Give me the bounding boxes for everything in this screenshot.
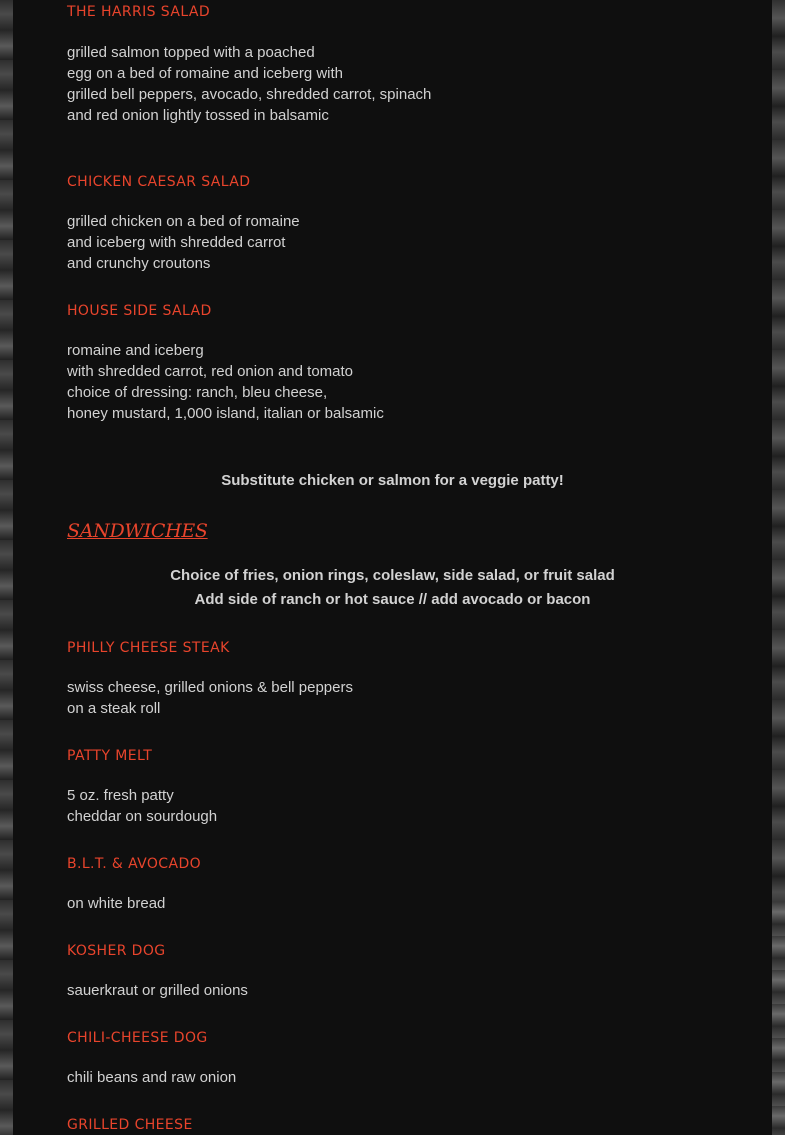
category-title-sandwiches[interactable]: SANDWICHES <box>67 520 208 542</box>
item-description <box>67 194 727 274</box>
description-line: egg on a bed of romaine and iceberg with <box>67 65 344 82</box>
item-title: PATTY MELT <box>67 748 153 764</box>
sides-note-line: Choice of fries, onion rings, coleslaw, side salad, or fruit salad <box>170 567 615 584</box>
description-line: and red onion lightly tossed in balsamic <box>67 107 329 124</box>
item-title: GRILLED CHEESE <box>67 1117 193 1133</box>
description-line: and iceberg with shredded carrot <box>67 234 286 251</box>
description-line: with shredded carrot, red onion and tomato <box>67 363 354 380</box>
description-line: choice of dressing: ranch, bleu cheese, <box>67 384 328 401</box>
menu-item-blt-avocado <box>67 852 727 914</box>
menu-item-grilled-cheese <box>67 1113 727 1135</box>
item-title: HOUSE SIDE SALAD <box>67 303 212 319</box>
menu-item-chili-cheese-dog <box>67 1026 727 1088</box>
description-line: cheddar on sourdough <box>67 808 218 825</box>
menu-item-house-side-salad <box>67 299 727 424</box>
description-line: 5 oz. fresh patty <box>67 787 174 804</box>
item-title: CHILI-CHEESE DOG <box>67 1030 208 1046</box>
item-description <box>67 24 727 126</box>
background-photo-right-lower <box>772 902 785 1135</box>
description-line: grilled salmon topped with a poached <box>67 44 315 61</box>
description-line: grilled bell peppers, avocado, shredded carrot, spinach <box>67 86 432 103</box>
description-line: grilled chicken on a bed of romaine <box>67 213 300 230</box>
description-line: honey mustard, 1,000 island, italian or balsamic <box>67 405 384 422</box>
menu-item-patty-melt <box>67 744 727 827</box>
item-title: KOSHER DOG <box>67 943 166 959</box>
description-line: sauerkraut or grilled onions <box>67 982 248 999</box>
item-description <box>67 323 727 424</box>
menu-item-chicken-caesar-salad <box>67 170 727 274</box>
item-title: CHICKEN CAESAR SALAD <box>67 174 251 190</box>
sides-note-line: Add side of ranch or hot sauce // add avocado or bacon <box>194 591 591 608</box>
description-line: on a steak roll <box>67 700 161 717</box>
item-title: B.L.T. & AVOCADO <box>67 856 202 872</box>
description-line: chili beans and raw onion <box>67 1069 237 1086</box>
description-line: and crunchy croutons <box>67 255 211 272</box>
description-line: on white bread <box>67 895 166 912</box>
description-line: romaine and iceberg <box>67 342 204 359</box>
item-description <box>67 768 727 827</box>
substitute-note: Substitute chicken or salmon for a veggie patty! <box>221 472 564 489</box>
item-title: THE HARRIS SALAD <box>67 4 211 20</box>
menu-item-philly-cheese-steak <box>67 636 727 719</box>
item-description <box>67 660 727 719</box>
item-title: PHILLY CHEESE STEAK <box>67 640 230 656</box>
background-photo-left <box>0 0 13 1135</box>
item-description <box>67 1050 727 1088</box>
item-description <box>67 876 727 914</box>
description-line: swiss cheese, grilled onions & bell peppers <box>67 679 353 696</box>
menu-item-kosher-dog <box>67 939 727 1001</box>
menu-item-harris-salad <box>67 0 727 126</box>
item-description <box>67 963 727 1001</box>
